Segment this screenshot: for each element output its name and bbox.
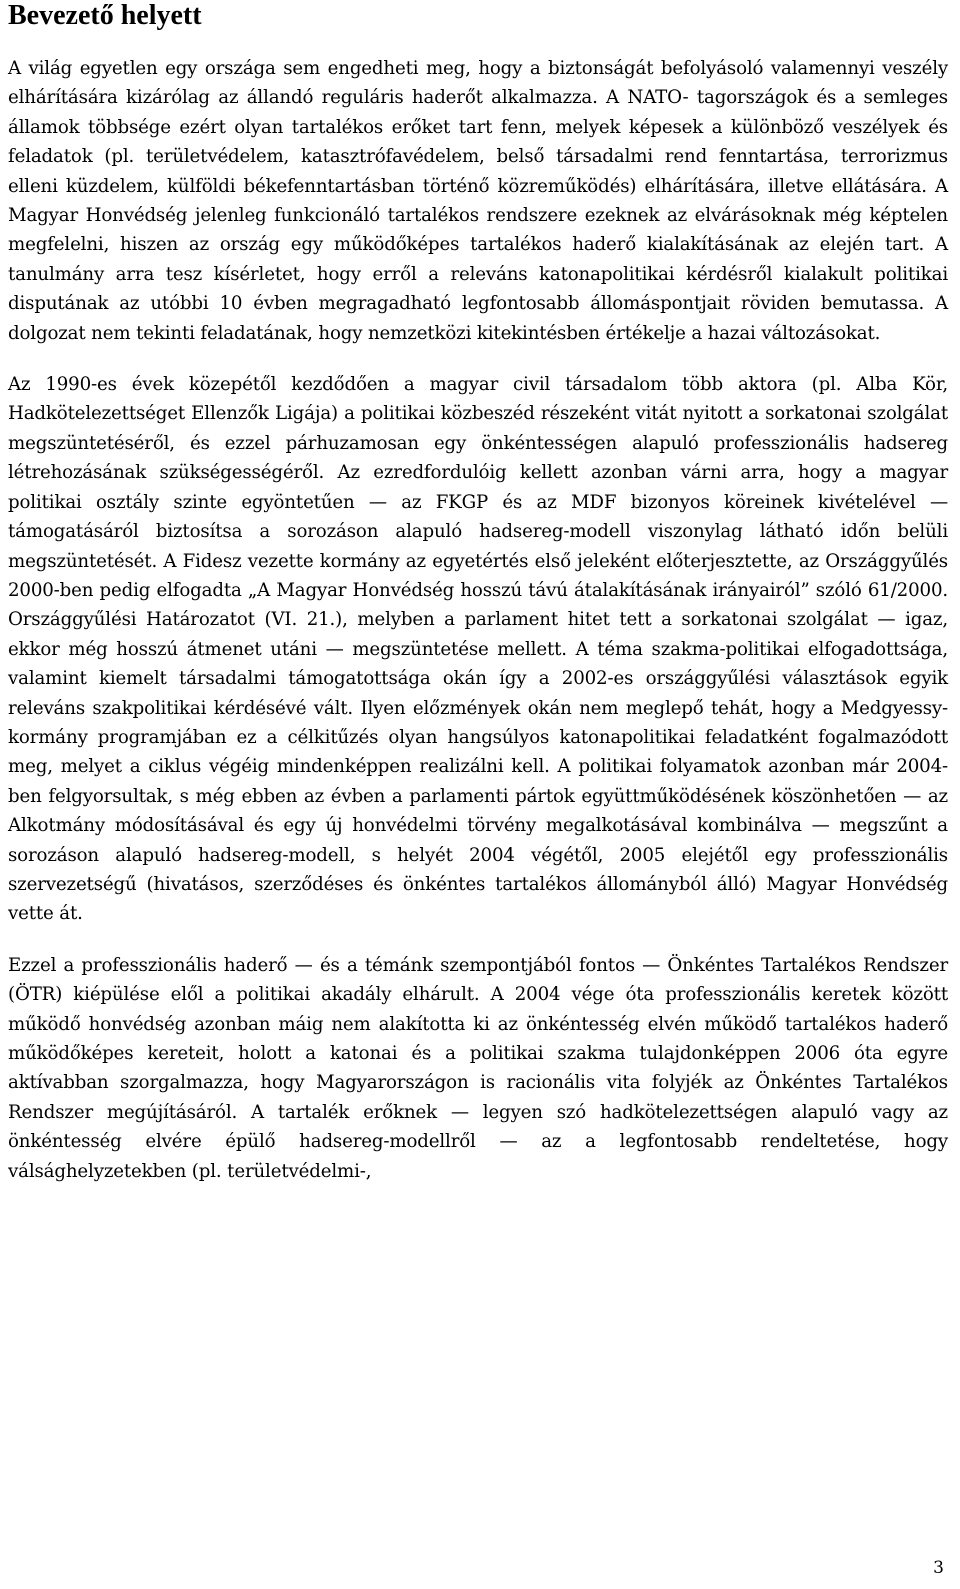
page-number: 3: [933, 1558, 944, 1578]
section-heading: Bevezető helyett: [8, 0, 202, 31]
paragraph-intro: A világ egyetlen egy országa sem engedheti meg, hogy a biztonságát befolyásoló valamennyi veszély elhárítására kizárólag az állandó reguláris haderőt alkalmazza. A NATO- tagországok és a semleges államok többsége ezért olyan tartalékos erőket tart fenn, melyek képesek a különböző veszélyek és feladatok (pl. területvédelem, katasztrófavédelem, belső társadalmi rend fenntartása, terrorizmus elleni küzdelem, külföldi békefenntartásban történő közreműködés) elhárítására, illetve ellátására. A Magyar Honvédség jelenleg funkcionáló tartalékos rendszere ezeknek az elvárásoknak még képtelen megfelelni, hiszen az ország egy működőképes tartalékos haderő kialakításának az elején tart. A tanulmány arra tesz kísérletet, hogy erről a releváns katonapolitikai kérdésről kialakult politikai disputának az utóbbi 10 évben megragadható legfontosabb állomáspontjait röviden bemutassa. A dolgozat nem tekinti feladatának, hogy nemzetközi kitekintésben értékelje a hazai változásokat.: [8, 58, 948, 344]
paragraph-reserve-system: Ezzel a professzionális haderő — és a témánk szempontjából fontos — Önkéntes Tartalékos Rendszer (ÖTR) kiépülése elől a politikai akadály elhárult. A 2004 vége óta professzionális keretek között működő honvédség azonban máig nem alakította ki az önkéntesség elvén működő tartalékos haderő működőképes kereteit, holott a katonai és a politikai szakma tulajdonképpen 2006 óta egyre aktívabban szorgalmazza, hogy Magyarországon is racionális vita folyjék az Önkéntes Tartalékos Rendszer megújításáról. A tartalék erőknek — legyen szó hadkötelezettségen alapuló vagy az önkéntesség elvére épülő hadsereg-modellről — az a legfontosabb rendeltetése, hogy válsághelyzetekben (pl. területvédelmi-,: [8, 954, 948, 1182]
paragraph-history: Az 1990-es évek közepétől kezdődően a magyar civil társadalom több aktora (pl. Alba Kör, Hadkötelezettséget Ellenzők Ligája) a politikai közbeszéd részeként vitát nyitott a sorkatonai szolgálat megszüntetéséről, és ezzel párhuzamosan egy önkéntességen alapuló professzionális hadsereg létrehozásának szükségességéről. Az ezredfordulóig kellett azonban várni arra, hogy a magyar politikai osztály szinte egyöntetűen — az FKGP és az MDF bizonyos köreinek kivételével — támogatásáról biztosítsa a sorozáson alapuló hadsereg-modell viszonylag látható időn belüli megszüntetését. A Fidesz vezette kormány az egyetértés első jeleként előterjesztette, az Országgyűlés 2000-ben pedig elfogadta „A Magyar Honvédség hosszú távú átalakításának irányairól” szóló 61/2000. Országgyűlési Határozatot (VI. 21.), melyben a parlament hitet tett a sorkatonai szolgálat — igaz, ekkor még hosszú átmenet utáni — megszüntetése mellett. A téma szakma-politikai elfogadottsága, valamint kiemelt társadalmi támogatottsága okán így a 2002-es országgyűlési választások egyik releváns szakpolitikai kérdésévé vált. Ilyen előzmények okán nem meglepő tehát, hogy a Medgyessy-kormány programjában ez a célkitűzés olyan hangsúlyos katonapolitikai feladatként fogalmazódott meg, melyet a ciklus végéig mindenképpen realizálni kell. A politikai folyamatok azonban már 2004-ben felgyorsultak, s még ebben az évben a parlamenti pártok együttműködésének köszönhetően — az Alkotmány módosításával és egy új honvédelmi törvény megalkotásával kombinálva — megszűnt a sorozáson alapuló hadsereg-modell, s helyét 2004 végétől, 2005 elejétől egy professzionális szervezetségű (hivatásos, szerződéses és önkéntes tartalékos állományból álló) Magyar Honvédség vette át.: [8, 374, 948, 925]
